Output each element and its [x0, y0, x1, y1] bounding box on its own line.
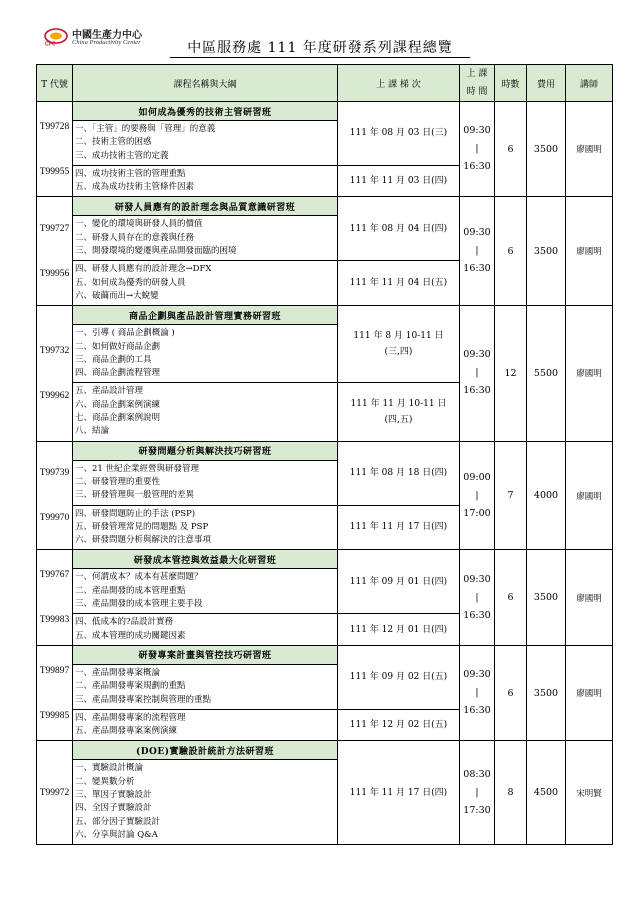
- outline-item: 三、產品開發專案控制與管理的重點: [75, 694, 212, 705]
- outline-item: 五、成為成功技術主管條件因素: [75, 182, 195, 193]
- outline-item: 三、商品企劃的工具: [75, 354, 152, 365]
- session-date-line: 111 年 12 月 02 日(五): [349, 720, 448, 731]
- session-date: [338, 383, 460, 441]
- course-teacher: 宋明賢: [566, 741, 613, 845]
- course-hours: 6: [495, 197, 527, 306]
- session-date-line: 111 年 08 月 18 日(四): [349, 468, 448, 479]
- session-date: [338, 550, 460, 614]
- org-name-en: China Productivity Center: [72, 39, 141, 46]
- outline-item: 三、研發管理與一般管理的差異: [75, 490, 195, 501]
- course-title: 研發人員應有的設計理念與品質意識研習班: [73, 197, 338, 216]
- course-title-row: [37, 102, 613, 121]
- class-time-line: 09:30: [463, 227, 491, 239]
- outline-item: 一、實驗設計概論: [75, 763, 144, 774]
- course-outline: [73, 460, 338, 505]
- outline-item: 三、單因子實驗設計: [75, 789, 152, 800]
- session-date-line: (三,四): [384, 347, 413, 358]
- session-date: [338, 709, 460, 741]
- outline-item: 八、結論: [75, 426, 110, 437]
- session-date-line: (四,五): [384, 415, 413, 426]
- cpc-logo: [44, 22, 174, 52]
- course-hours: 7: [495, 441, 527, 550]
- session-date-line: 111 年 08 月 04 日(四): [349, 223, 448, 234]
- course-code-cell: [37, 102, 73, 197]
- course-code-cell: [37, 741, 73, 845]
- course-code-cell: [37, 306, 73, 441]
- class-time: [460, 741, 495, 845]
- class-time: [460, 197, 495, 306]
- course-code-cell: [37, 645, 73, 740]
- course-title-row: [37, 306, 613, 325]
- session-date: [338, 505, 460, 550]
- class-time-line: 16:30: [463, 609, 491, 621]
- course-code: T99728: [39, 121, 70, 132]
- course-outline: [73, 664, 338, 709]
- session-date: [338, 261, 460, 306]
- outline-item: 五、研發管理常見的問題點 及 PSP: [75, 521, 209, 532]
- session-date: [338, 165, 460, 197]
- course-outline: [73, 165, 338, 197]
- course-code-group: [37, 104, 72, 194]
- class-time-line: |: [475, 591, 479, 603]
- col-header-time: [460, 65, 495, 102]
- session-date: [338, 102, 460, 166]
- col-header-teacher: 講師: [566, 65, 613, 102]
- outline-item: 二、如何做好商品企劃: [75, 341, 161, 352]
- course-title: 商品企劃與產品設計管理實務研習班: [73, 306, 338, 325]
- course-title: 研發問題分析與解決技巧研習班: [73, 441, 338, 460]
- cpc-logo-icon: [44, 28, 68, 46]
- course-outline: [73, 261, 338, 306]
- class-time-line: |: [475, 489, 479, 501]
- outline-item: 三、成功技術主管的定義: [75, 150, 169, 161]
- class-time-line: |: [475, 367, 479, 379]
- course-teacher: 廖國明: [566, 645, 613, 740]
- class-time: [460, 645, 495, 740]
- outline-item: 二、產品開發專案規劃的重點: [75, 681, 186, 692]
- outline-item: 一、何謂成本？成本有甚麼問題？: [75, 572, 203, 583]
- class-time-line: 17:30: [463, 804, 491, 816]
- course-code-group: [37, 783, 72, 803]
- course-fee: 4500: [527, 741, 566, 845]
- session-date-line: 111 年 11 月 17 日(四): [349, 787, 448, 798]
- class-time-line: |: [475, 245, 479, 257]
- outline-item: 五、如何成為優秀的研發人員: [75, 277, 186, 288]
- course-outline: [73, 760, 338, 845]
- course-code: T99955: [39, 166, 70, 177]
- session-date: [338, 645, 460, 709]
- class-time-line: 16:30: [463, 161, 491, 173]
- outline-item: 四、全因子實驗設計: [75, 803, 152, 814]
- course-code: T99897: [39, 665, 70, 676]
- session-date-line: 111 年 11 月 10-11 日: [350, 399, 447, 410]
- course-outline: [73, 121, 338, 166]
- course-title-row: [37, 645, 613, 664]
- session-date: [338, 741, 460, 845]
- course-teacher: 廖國明: [566, 441, 613, 550]
- class-time-line: 09:30: [463, 349, 491, 361]
- course-code-cell: [37, 441, 73, 550]
- page-title: 中區服務處 111 年度研發系列課程總覽: [187, 40, 453, 56]
- col-header-time-label: 上 課 時 間: [466, 69, 488, 97]
- course-outline: [73, 709, 338, 741]
- course-code: T99739: [39, 468, 70, 479]
- org-name-cn: 中國生產力中心: [72, 30, 142, 41]
- class-time-line: |: [475, 786, 479, 798]
- course-teacher: 廖國明: [566, 197, 613, 306]
- course-code: T99767: [39, 570, 70, 581]
- outline-item: 六、商品企劃案例演練: [75, 399, 161, 410]
- course-outline: [73, 325, 338, 383]
- course-hours: 6: [495, 102, 527, 197]
- course-code: T99732: [39, 345, 70, 356]
- course-hours: 6: [495, 645, 527, 740]
- col-header-hours: 時數: [495, 65, 527, 102]
- session-date-line: 111 年 12 月 01 日(四): [349, 624, 448, 635]
- outline-item: 二、技術主管的困惑: [75, 137, 152, 148]
- outline-item: 五、部分因子實驗設計: [75, 816, 161, 827]
- course-code: T99985: [39, 710, 70, 721]
- outline-item: 二、研發管理的重要性: [75, 476, 161, 487]
- course-fee: 3500: [527, 102, 566, 197]
- course-teacher: 廖國明: [566, 306, 613, 441]
- logo-text: CPC: [45, 41, 56, 46]
- course-hours: 12: [495, 306, 527, 441]
- course-code-group: [37, 451, 72, 541]
- course-code: T99956: [39, 268, 70, 279]
- class-time: [460, 306, 495, 441]
- course-code: T99972: [39, 787, 70, 798]
- session-date-line: 111 年 09 月 02 日(五): [349, 672, 448, 683]
- course-title: 如何成為優秀的技術主管研習班: [73, 102, 338, 121]
- course-fee: 4000: [527, 441, 566, 550]
- outline-item: 一、變化的環境與研發人員的價值: [75, 219, 203, 230]
- course-teacher: 廖國明: [566, 102, 613, 197]
- course-outline: [73, 216, 338, 261]
- class-time-line: 16:30: [463, 705, 491, 717]
- session-date: [338, 441, 460, 505]
- course-fee: 3500: [527, 645, 566, 740]
- class-time: [460, 102, 495, 197]
- course-fee: 3500: [527, 197, 566, 306]
- session-date: [338, 197, 460, 261]
- outline-item: 四、低成本的?品設計實務: [75, 617, 174, 628]
- table-header-row: [37, 65, 613, 102]
- outline-item: 三、開發環境的變遷與產品開發面臨的困境: [75, 246, 237, 257]
- session-date-line: 111 年 11 月 17 日(四): [349, 522, 448, 533]
- course-title-row: [37, 197, 613, 216]
- outline-item: 一、「主管」的要務與「管理」的意義: [75, 124, 216, 134]
- class-time-line: 09:30: [463, 573, 491, 585]
- course-title-row: [37, 441, 613, 460]
- outline-item: 四、研發問題防止的手法 (PSP): [75, 508, 196, 519]
- course-outline: [73, 614, 338, 646]
- outline-item: 二、變異數分析: [75, 776, 135, 787]
- course-code: T99983: [39, 615, 70, 626]
- course-fee: 5500: [527, 306, 566, 441]
- session-date-line: 111 年 11 月 03 日(四): [349, 176, 448, 187]
- session-date-line: 111 年 08 月 03 日(三): [349, 128, 448, 139]
- course-table: [36, 64, 613, 845]
- course-code-group: [37, 328, 72, 418]
- class-time-line: 17:00: [463, 507, 491, 519]
- outline-item: 四、商品企劃流程管理: [75, 368, 161, 379]
- outline-item: 六、分享與討論 Q&A: [75, 829, 158, 840]
- class-time: [460, 441, 495, 550]
- course-outline: [73, 569, 338, 614]
- outline-item: 三、產品開發的成本管理主要手段: [75, 599, 203, 610]
- outline-item: 五、產品設計管理: [75, 386, 144, 397]
- class-time-line: |: [475, 143, 479, 155]
- outline-item: 六、破繭而出→大蛻變: [75, 290, 159, 301]
- outline-item: 一、21 世紀企業經營與研發管理: [75, 463, 200, 474]
- course-outline: [73, 505, 338, 550]
- course-fee: 3500: [527, 550, 566, 645]
- class-time-line: |: [475, 687, 479, 699]
- outline-item: 五、成本管理的成功關鍵因素: [75, 630, 186, 641]
- course-hours: 8: [495, 741, 527, 845]
- course-code-cell: [37, 550, 73, 645]
- class-time: [460, 550, 495, 645]
- col-header-course: 課程名稱與大綱: [73, 65, 338, 102]
- outline-item: 四、產品開發專案的流程管理: [75, 712, 186, 723]
- course-title-row: [37, 741, 613, 760]
- class-time-line: 09:00: [463, 471, 491, 483]
- outline-item: 四、研發人員應有的設計理念→DFX: [75, 264, 212, 275]
- course-code-group: [37, 648, 72, 738]
- course-code: T99970: [39, 513, 70, 524]
- course-code-group: [37, 206, 72, 296]
- course-title: (DOE)實驗設計統計方法研習班: [73, 741, 338, 760]
- course-title-row: [37, 550, 613, 569]
- course-teacher: 廖國明: [566, 550, 613, 645]
- course-hours: 6: [495, 550, 527, 645]
- class-time-line: 09:30: [463, 669, 491, 681]
- session-date-line: 111 年 09 月 01 日(四): [349, 576, 448, 587]
- course-code: T99727: [39, 223, 70, 234]
- class-time-line: 09:30: [463, 125, 491, 137]
- session-date-line: 111 年 11 月 04 日(五): [349, 278, 448, 289]
- class-time-line: 08:30: [463, 768, 491, 780]
- session-date: [338, 306, 460, 383]
- course-code-group: [37, 553, 72, 643]
- col-header-code: T 代號: [37, 65, 73, 102]
- class-time-line: 16:30: [463, 263, 491, 275]
- outline-item: 一、引導 ( 商品企劃概論 ): [75, 328, 175, 339]
- course-code-cell: [37, 197, 73, 306]
- outline-item: 二、產品開發的成本管理重點: [75, 585, 186, 596]
- session-date-line: 111 年 8 月 10-11 日: [353, 331, 444, 342]
- outline-item: 五、產品開發專案案例演練: [75, 726, 178, 737]
- class-time-line: 16:30: [463, 385, 491, 397]
- course-title: 研發成本管控與效益最大化研習班: [73, 550, 338, 569]
- title-underline: [170, 57, 470, 58]
- outline-item: 二、研發人員存在的意義與任務: [75, 232, 195, 243]
- course-code: T99962: [39, 390, 70, 401]
- course-outline: [73, 383, 338, 441]
- course-title: 研發專案計畫與管控技巧研習班: [73, 645, 338, 664]
- outline-item: 六、研發問題分析與解決的注意事項: [75, 535, 212, 546]
- col-header-session: 上 課 梯 次: [338, 65, 460, 102]
- outline-item: 四、成功技術主管的管理重點: [75, 168, 186, 179]
- outline-item: 七、商品企劃案例說明: [75, 413, 161, 424]
- col-header-fee: 費用: [527, 65, 566, 102]
- outline-item: 一、產品開發專案概論: [75, 667, 161, 678]
- session-date: [338, 614, 460, 646]
